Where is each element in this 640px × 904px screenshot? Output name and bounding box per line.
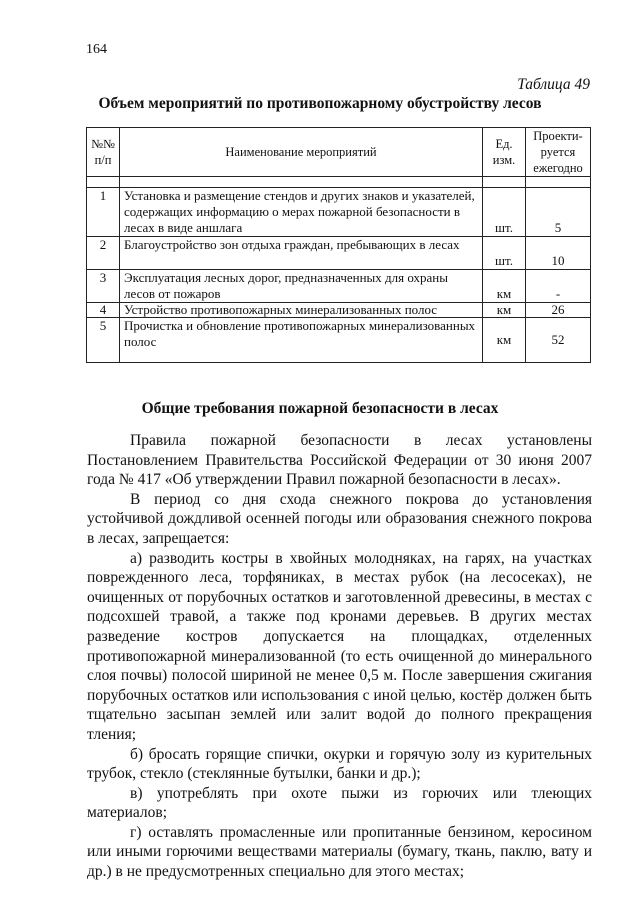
table-row xyxy=(87,188,591,237)
row-number: 3 xyxy=(87,270,120,303)
measures-table xyxy=(86,127,591,363)
body-text xyxy=(87,431,592,882)
row-value: 52 xyxy=(526,318,591,363)
paragraph: а) разводить костры в хвойных молодняках, на гарях, на участках поврежденного леса, торфяниках, в местах рубок (на лесосеках), не очищенных от порубочных остатков и заготовленной древесины, в местах с подсохшей травой, а также под кронами деревьев. В других местах разведение костров допускается на площадках, отделенных противопожарной минерализованной (то есть очищенной до минерального слоя почвы) полосой шириной не менее 0,5 м. После завершения сжигания порубочных остатков или использования с иной целью, костёр должен быть тщательно засыпан землей или залит водой до полного прекращения тления; xyxy=(87,549,592,743)
header-unit: Ед. изм. xyxy=(483,128,526,177)
table-row xyxy=(87,270,591,303)
row-number: 1 xyxy=(87,188,120,237)
table-title: Объем мероприятий по противопожарному обустройству лесов xyxy=(98,95,542,112)
paragraph: б) бросать горящие спички, окурки и горячую золу из курительных трубок, стекло (стеклянные бутылки, банки и др.); xyxy=(87,745,592,783)
row-value: 26 xyxy=(526,303,591,318)
row-name: Эксплуатация лесных дорог, предназначенных для охраны лесов от пожаров xyxy=(120,270,483,303)
table-spacer-row xyxy=(87,177,591,188)
row-unit: км xyxy=(483,270,526,303)
row-name: Устройство противопожарных минерализованных полос xyxy=(120,303,483,318)
table-row xyxy=(87,303,591,318)
row-name: Благоустройство зон отдыха граждан, пребывающих в лесах xyxy=(120,237,483,270)
row-value: - xyxy=(526,270,591,303)
row-name: Прочистка и обновление противопожарных минерализованных полос xyxy=(120,318,483,363)
row-value: 10 xyxy=(526,237,591,270)
page-number: 164 xyxy=(86,42,107,57)
row-name: Установка и размещение стендов и других знаков и указателей, содержащих информацию о мерах пожарной безопасности в лесах в виде аншлага xyxy=(120,188,483,237)
row-unit: шт. xyxy=(483,237,526,270)
section-title: Общие требования пожарной безопасности в лесах xyxy=(141,400,499,417)
paragraph: г) оставлять промасленные или пропитанные бензином, керосином или иными горючими веществами материалы (бумагу, ткань, паклю, вату и др.) в не предусмотренных специально для этого местах; xyxy=(87,823,592,881)
row-unit: км xyxy=(483,303,526,318)
table-row xyxy=(87,318,591,363)
row-unit: км xyxy=(483,318,526,363)
row-unit: шт. xyxy=(483,188,526,237)
header-name: Наименование мероприятий xyxy=(120,128,483,177)
header-number: №№ п/п xyxy=(87,128,120,177)
row-number: 2 xyxy=(87,237,120,270)
table-header-row xyxy=(87,128,591,177)
paragraph: В период со дня схода снежного покрова до установления устойчивой дождливой осенней погоды или образования снежного покрова в лесах, запрещается: xyxy=(87,490,592,547)
paragraph: в) употреблять при охоте пыжи из горючих или тлеющих материалов; xyxy=(87,784,592,822)
table-row xyxy=(87,237,591,270)
table-label: Таблица 49 xyxy=(517,76,590,93)
paragraph: Правила пожарной безопасности в лесах установлены Постановлением Правительства Российской Федерации от 30 июня 2007 года № 417 «Об утверждении Правил пожарной безопасности в лесах». xyxy=(87,432,592,489)
row-number: 4 xyxy=(87,303,120,318)
row-value: 5 xyxy=(526,188,591,237)
header-value: Проекти-руется ежегодно xyxy=(526,128,591,177)
row-number: 5 xyxy=(87,318,120,363)
